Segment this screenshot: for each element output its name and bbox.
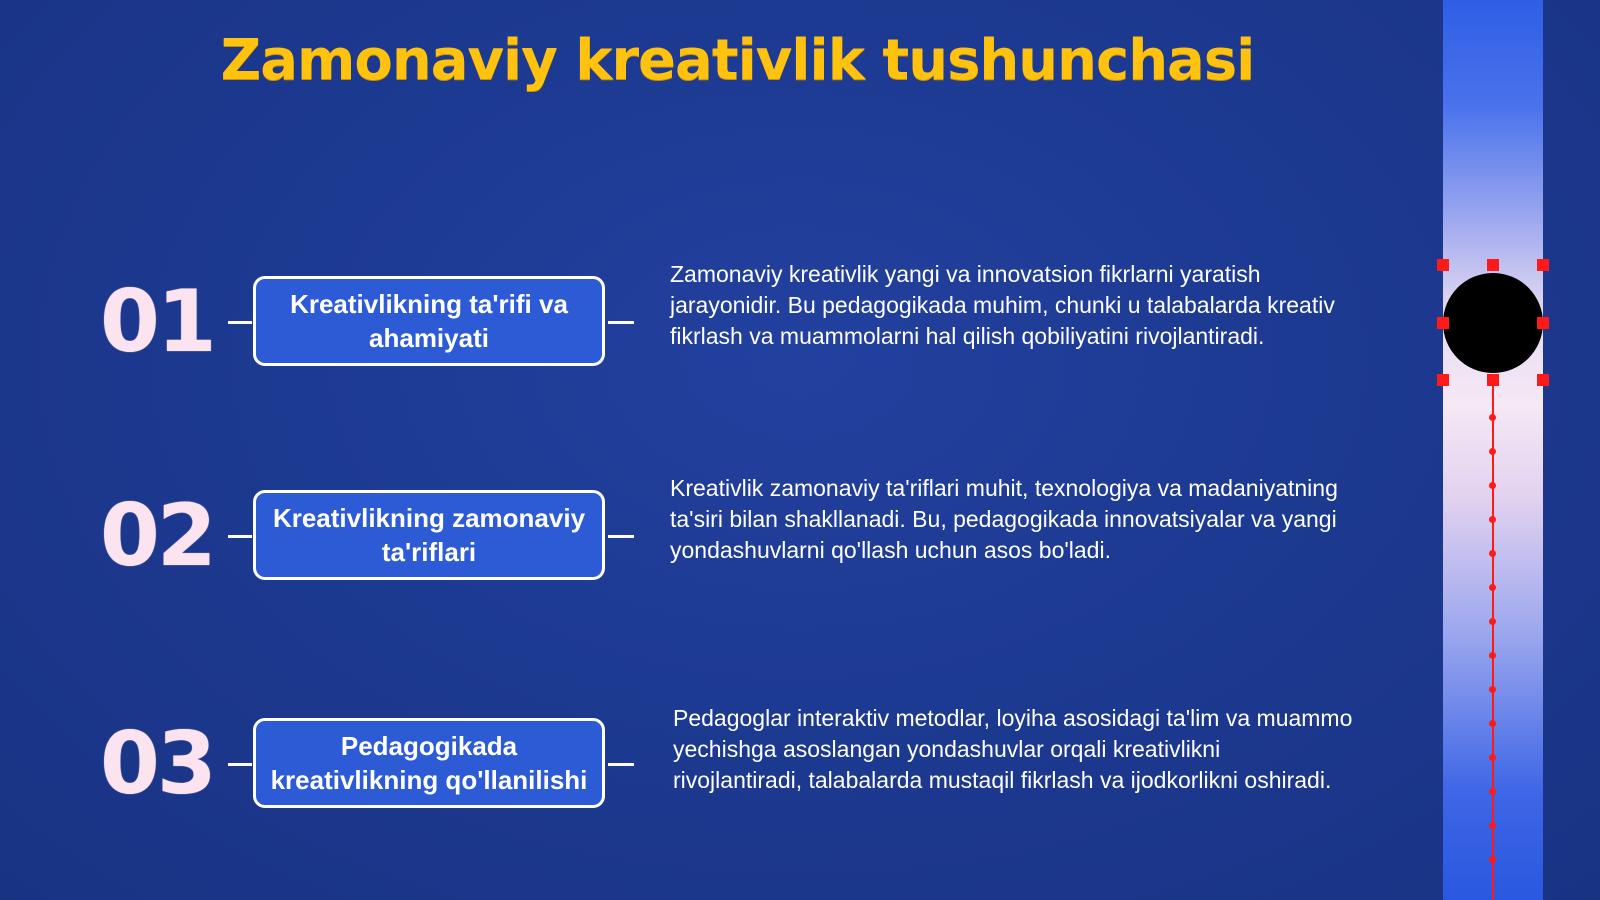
list-item bbox=[0, 461, 1400, 611]
motion-path-dot bbox=[1489, 788, 1496, 795]
motion-path-dot bbox=[1489, 822, 1496, 829]
item-description[interactable]: Zamonaviy kreativlik yangi va innovatsion fikrlarni yaratish jarayonidir. Bu pedagogikada muhim, chunki u talabalarda kreativ fikrlash va muammolarni hal qilish qobiliyatini rivojlantiradi. bbox=[670, 261, 1335, 349]
item-number[interactable]: 03 bbox=[100, 714, 214, 814]
resize-handle-top[interactable] bbox=[1487, 259, 1499, 271]
resize-handle-bottom-left[interactable] bbox=[1437, 374, 1449, 386]
motion-path-dot bbox=[1489, 414, 1496, 421]
resize-handle-top-right[interactable] bbox=[1537, 259, 1549, 271]
slide-title[interactable]: Zamonaviy kreativlik tushunchasi bbox=[220, 28, 1255, 93]
motion-path-dot bbox=[1489, 516, 1496, 523]
motion-path-dot bbox=[1489, 618, 1496, 625]
motion-path-dot bbox=[1489, 652, 1496, 659]
resize-handle-left[interactable] bbox=[1437, 317, 1449, 329]
black-circle-icon[interactable] bbox=[1443, 273, 1543, 373]
item-description[interactable]: Kreativlik zamonaviy ta'riflari muhit, texnologiya va madaniyatning ta'siri bilan shakllanadi. Bu, pedagogikada innovatsiyalar va yangi yondashuvlarni qo'llash uchun asos bo'ladi. bbox=[670, 475, 1338, 563]
item-heading-box[interactable]: Kreativlikning ta'rifi va ahamiyati bbox=[253, 276, 605, 366]
connector-line bbox=[228, 763, 252, 766]
item-heading-box[interactable]: Kreativlikning zamonaviy ta'riflari bbox=[253, 490, 605, 580]
motion-path-dot bbox=[1489, 856, 1496, 863]
connector-line bbox=[608, 535, 634, 538]
motion-path-dot bbox=[1489, 754, 1496, 761]
list-item bbox=[0, 689, 1400, 839]
item-heading-box[interactable]: Pedagogikada kreativlikning qo'llanilishi bbox=[253, 718, 605, 808]
item-number[interactable]: 02 bbox=[100, 486, 214, 586]
item-number[interactable]: 01 bbox=[100, 272, 214, 372]
motion-path-dot bbox=[1489, 720, 1496, 727]
connector-line bbox=[228, 535, 252, 538]
connector-line bbox=[608, 763, 634, 766]
connector-line bbox=[608, 321, 634, 324]
motion-path-dot bbox=[1489, 584, 1496, 591]
motion-path-dot bbox=[1489, 482, 1496, 489]
resize-handle-top-left[interactable] bbox=[1437, 259, 1449, 271]
resize-handle-bottom[interactable] bbox=[1487, 374, 1499, 386]
list-item bbox=[0, 247, 1400, 397]
motion-path-dot bbox=[1489, 686, 1496, 693]
motion-path-dot bbox=[1489, 550, 1496, 557]
item-description[interactable]: Pedagoglar interaktiv metodlar, loyiha asosidagi ta'lim va muammo yechishga asoslangan yondashuvlar orqali kreativlikni rivojlantiradi, talabalarda mustaqil fikrlash va ijodkorlikni oshiradi. bbox=[673, 705, 1353, 793]
resize-handle-bottom-right[interactable] bbox=[1537, 374, 1549, 386]
motion-path-dot bbox=[1489, 448, 1496, 455]
connector-line bbox=[228, 321, 252, 324]
resize-handle-right[interactable] bbox=[1537, 317, 1549, 329]
